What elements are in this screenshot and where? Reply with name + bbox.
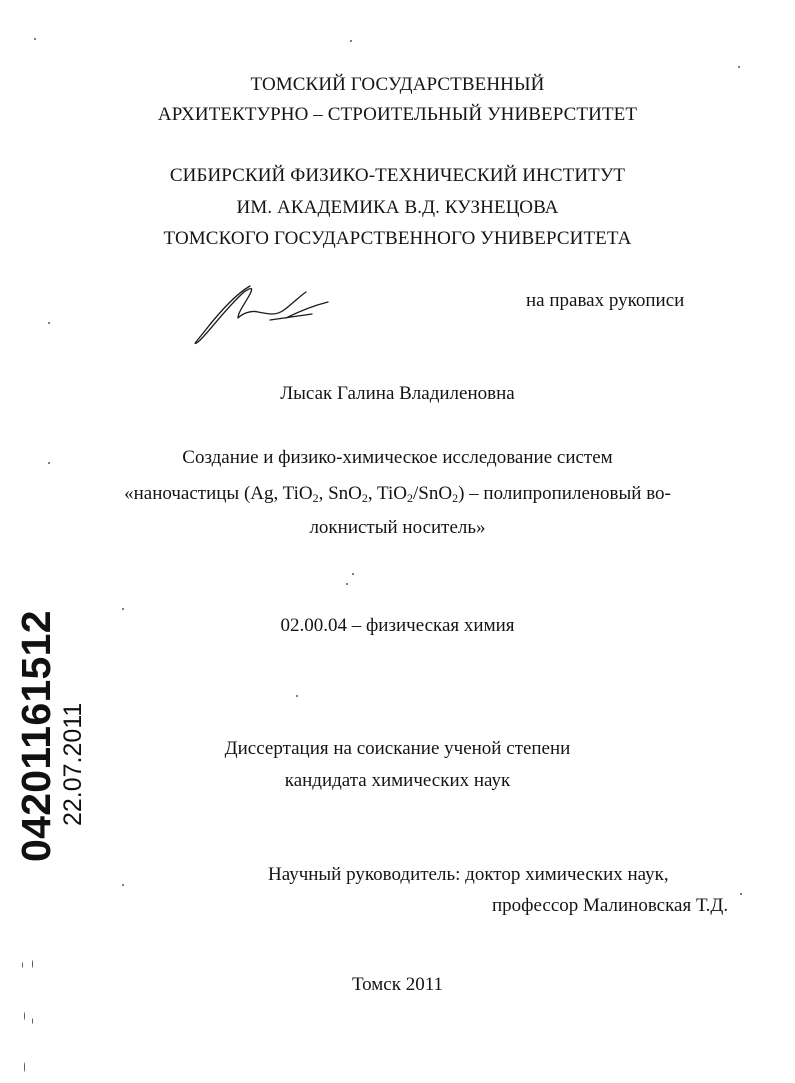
scan-speck xyxy=(122,884,124,886)
scan-speck xyxy=(48,322,50,324)
degree-line2: кандидата химических наук xyxy=(284,770,511,791)
author-signature xyxy=(188,280,348,350)
dissertation-title-line1: Создание и физико-химическое исследование систем xyxy=(182,447,613,468)
scan-speck xyxy=(346,583,348,585)
institute-name-line2: ИМ. АКАДЕМИКА В.Д. КУЗНЕЦОВА xyxy=(236,197,559,218)
author-name: Лысак Галина Владиленовна xyxy=(280,383,515,404)
scan-speck xyxy=(738,66,740,68)
scan-speck xyxy=(122,608,124,610)
library-stamp-number: 04201161512 xyxy=(13,610,59,862)
supervisor-line1: Научный руководитель: доктор химических наук, xyxy=(268,864,669,885)
scan-speck xyxy=(24,1062,25,1072)
dissertation-title-line2: «наночастицы (Ag, TiO$_2$, SnO$_2$, TiO$_2$/SnO$_2$) – полипропиленовый во- xyxy=(124,483,671,505)
scan-speck xyxy=(296,695,298,697)
institute-name-line1: СИБИРСКИЙ ФИЗИКО-ТЕХНИЧЕСКИЙ ИНСТИТУТ xyxy=(169,165,626,186)
supervisor-line2: профессор Малиновская Т.Д. xyxy=(492,895,729,916)
scan-speck xyxy=(32,960,33,968)
scan-speck xyxy=(48,462,50,464)
manuscript-rights-note: на правах рукописи xyxy=(526,290,685,311)
degree-line1: Диссертация на соискание ученой степени xyxy=(224,738,571,759)
scan-speck xyxy=(24,1012,25,1020)
library-stamp-date: 22.07.2011 xyxy=(59,702,87,826)
scan-speck xyxy=(352,573,354,575)
dissertation-title-line3: локнистый носитель» xyxy=(309,517,486,538)
scan-speck xyxy=(740,893,742,895)
institute-name-line3: ТОМСКОГО ГОСУДАРСТВЕННОГО УНИВЕРСИТЕТА xyxy=(163,228,632,249)
university-name-line2: АРХИТЕКТУРНО – СТРОИТЕЛЬНЫЙ УНИВЕРСТИТЕТ xyxy=(157,104,638,125)
scan-speck xyxy=(32,1018,33,1024)
university-name-line1: ТОМСКИЙ ГОСУДАРСТВЕННЫЙ xyxy=(250,74,545,95)
scan-speck xyxy=(22,962,23,968)
specialty-code: 02.00.04 – физическая химия xyxy=(280,615,515,636)
place-and-year: Томск 2011 xyxy=(351,974,444,995)
scan-speck xyxy=(350,40,352,42)
scan-speck xyxy=(34,38,36,40)
